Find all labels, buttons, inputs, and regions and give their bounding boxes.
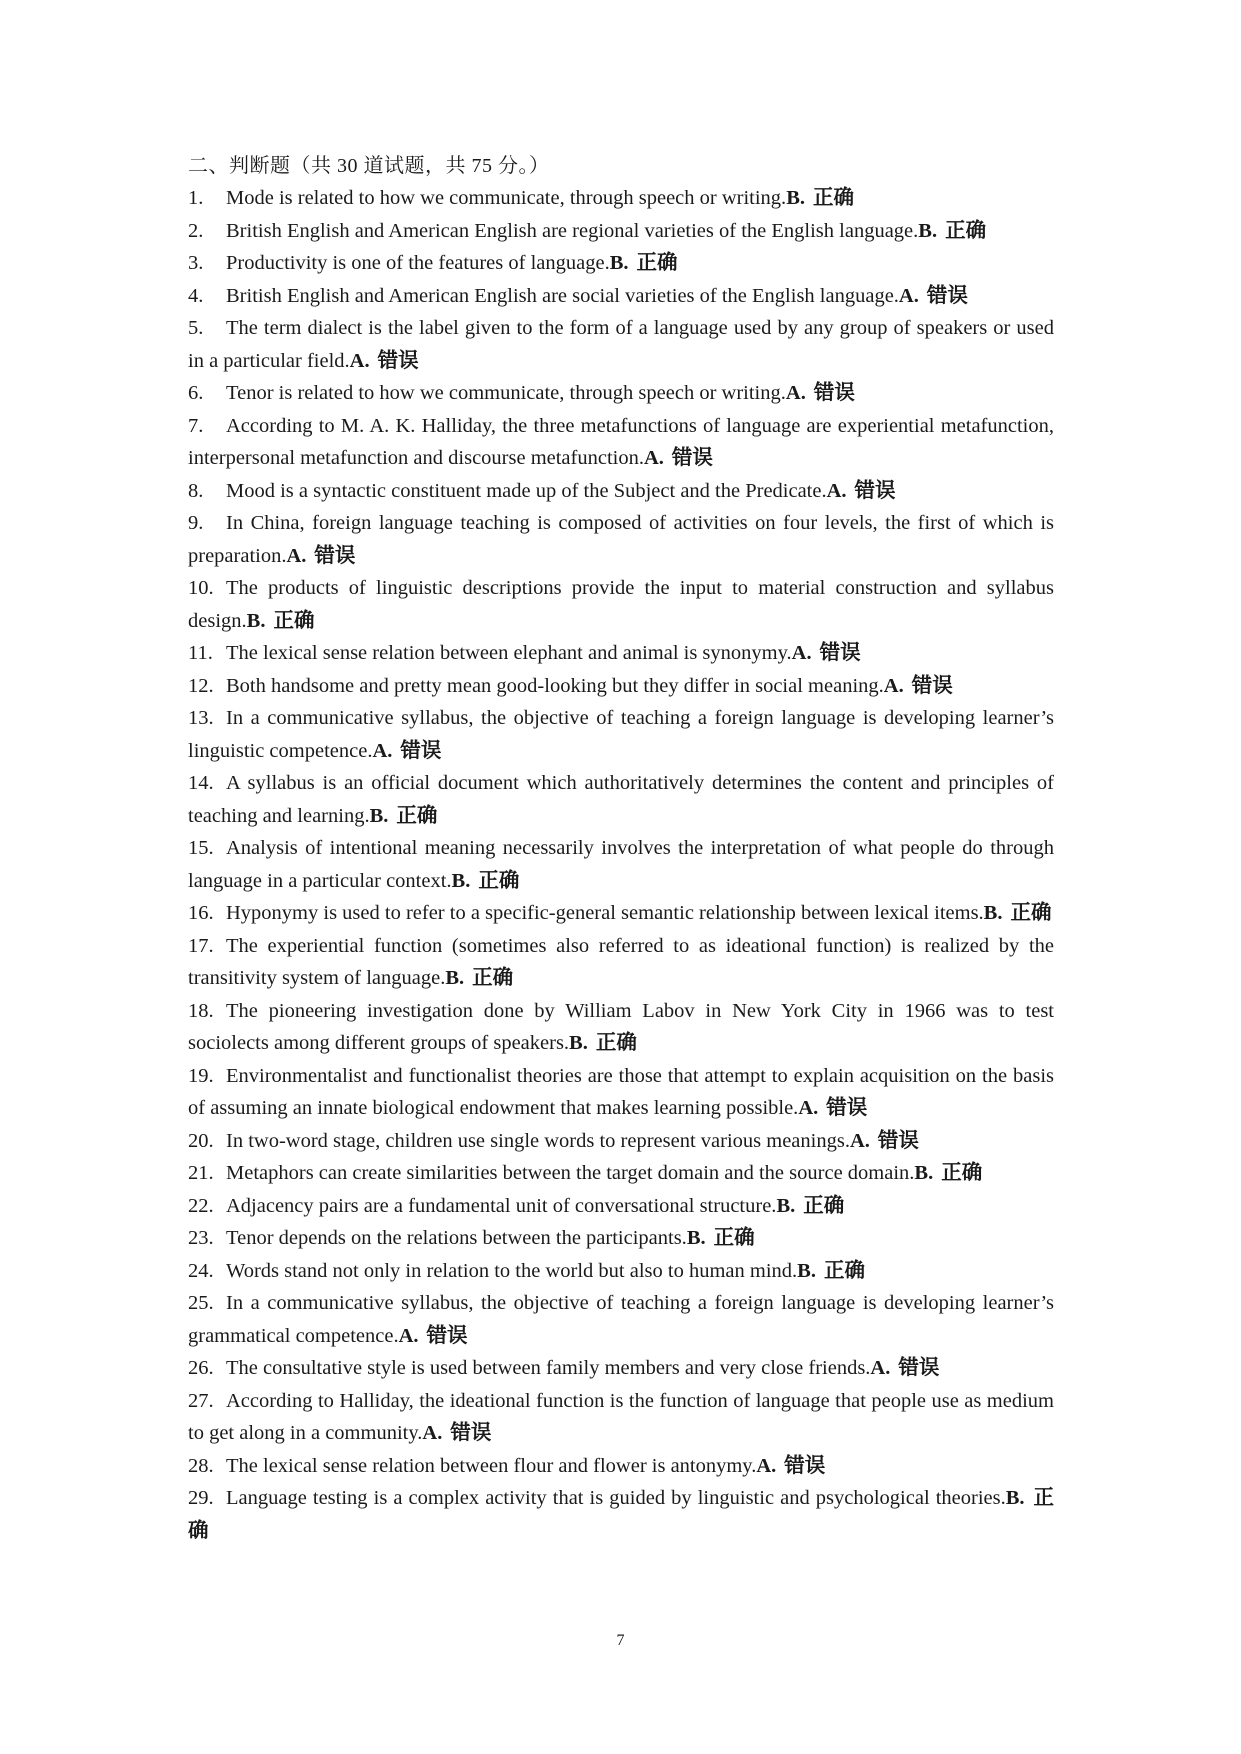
question-item: [188, 312, 1054, 377]
answer-key: [644, 447, 713, 469]
question-text: The pioneering investigation done by William Labov in New York City in 1966 was to test sociolects among different groups of speakers.: [188, 999, 1054, 1054]
question-number: 2.: [188, 219, 204, 242]
answer-key: [756, 1455, 825, 1477]
answer-text: 正确: [1010, 902, 1052, 924]
question-item: [188, 995, 1054, 1060]
question-item: [188, 1450, 1054, 1483]
question-item: [188, 1222, 1054, 1255]
question-text: The products of linguistic descriptions provide the input to material construction and syllabus design.: [188, 577, 1054, 632]
answer-letter: B.: [983, 902, 1003, 924]
question-item: [188, 832, 1054, 897]
question-item: [188, 1190, 1054, 1223]
question-number: 14.: [188, 772, 214, 794]
question-number: 19.: [188, 1064, 214, 1087]
question-text: Environmentalist and functionalist theories are those that attempt to explain acquisition on the basis of assuming an innate biological endowment that makes learning possible.: [188, 1064, 1054, 1119]
answer-letter: A.: [643, 447, 664, 469]
question-number: 20.: [188, 1129, 214, 1152]
question-text: The experiential function (sometimes also referred to as ideational function) is realized by the transitivity system of language.: [188, 934, 1054, 989]
answer-letter: B.: [569, 1032, 588, 1054]
question-number: 29.: [188, 1487, 214, 1509]
answer-text: 错误: [926, 284, 968, 307]
answer-key: [247, 610, 315, 632]
answer-key: [850, 1130, 919, 1152]
answer-key: [899, 285, 968, 307]
question-text: The consultative style is used between family members and very close friends.: [226, 1357, 871, 1379]
answer-key: [370, 805, 438, 827]
answer-letter: B.: [609, 252, 629, 274]
answer-letter: A.: [349, 349, 370, 372]
question-number: 5.: [188, 317, 204, 339]
question-number: 21.: [188, 1162, 214, 1184]
answer-text: 错误: [426, 1324, 468, 1347]
answer-letter: A.: [849, 1129, 870, 1152]
question-number: 10.: [188, 577, 214, 599]
answer-key: [798, 1097, 867, 1119]
answer-key: [452, 870, 520, 892]
answer-key: [786, 382, 855, 404]
answer-text: 正确: [636, 252, 678, 274]
answer-text: 正确: [472, 967, 514, 989]
answer-letter: B.: [914, 1162, 934, 1184]
question-item: [188, 475, 1054, 508]
question-number: 22.: [188, 1194, 214, 1217]
answer-letter: A.: [286, 544, 307, 567]
question-number: 13.: [188, 707, 214, 729]
answer-key: [445, 967, 513, 989]
question-number: 4.: [188, 284, 204, 307]
question-item: [188, 702, 1054, 767]
question-number: 7.: [188, 414, 204, 437]
question-number: 24.: [188, 1259, 214, 1282]
question-item: [188, 1352, 1054, 1385]
answer-key: [918, 220, 986, 242]
question-text: Tenor depends on the relations between the participants.: [226, 1227, 687, 1249]
question-text: A syllabus is an official document which authoritatively determines the content and principles of teaching and learning.: [188, 772, 1054, 827]
question-item: [188, 1482, 1054, 1547]
question-list: [188, 182, 1054, 1547]
question-text: Hyponymy is used to refer to a specific-general semantic relationship between lexical items.: [226, 902, 984, 924]
question-number: 6.: [188, 382, 204, 404]
question-text: Productivity is one of the features of language.: [226, 252, 610, 274]
answer-letter: B.: [445, 967, 465, 989]
question-item: [188, 1385, 1054, 1450]
question-item: [188, 897, 1054, 930]
answer-letter: A.: [372, 739, 393, 762]
answer-key: [776, 1195, 844, 1217]
question-item: [188, 1287, 1054, 1352]
answer-letter: A.: [826, 479, 847, 502]
answer-text: 错误: [314, 544, 356, 567]
document-page: [188, 150, 1054, 1547]
answer-key: [870, 1357, 939, 1379]
answer-text: 正确: [595, 1032, 637, 1054]
answer-text: 正确: [813, 187, 854, 209]
answer-text: 正确: [478, 869, 520, 892]
question-text: The lexical sense relation between elephant and animal is synonymy.: [226, 642, 792, 664]
question-text: Adjacency pairs are a fundamental unit of conversational structure.: [226, 1194, 777, 1217]
question-item: [188, 572, 1054, 637]
question-item: [188, 182, 1054, 215]
question-number: 1.: [188, 187, 204, 209]
answer-text: 错误: [877, 1129, 919, 1152]
question-item: [188, 377, 1054, 410]
question-item: [188, 637, 1054, 670]
question-number: 16.: [188, 902, 214, 924]
question-item: [188, 507, 1054, 572]
question-text: British English and American English are social varieties of the English language.: [226, 284, 899, 307]
question-number: 12.: [188, 674, 214, 697]
answer-text: 正确: [273, 609, 315, 632]
answer-letter: A.: [422, 1422, 443, 1444]
question-text: In a communicative syllabus, the objective of teaching a foreign language is developing learner’s linguistic competence.: [188, 707, 1054, 762]
question-text: In a communicative syllabus, the objective of teaching a foreign language is developing learner’s grammatical competence.: [188, 1292, 1054, 1347]
answer-key: [827, 480, 896, 502]
answer-letter: A.: [883, 674, 904, 697]
question-number: 18.: [188, 999, 214, 1022]
question-number: 8.: [188, 479, 204, 502]
answer-key: [884, 675, 953, 697]
answer-text: 正确: [188, 1487, 1054, 1542]
answer-text: 错误: [819, 642, 861, 664]
answer-key: [797, 1260, 865, 1282]
answer-text: 错误: [854, 479, 896, 502]
answer-key: [399, 1325, 468, 1347]
answer-letter: B.: [686, 1227, 706, 1249]
question-item: [188, 767, 1054, 832]
answer-key: [286, 545, 355, 567]
answer-key: [914, 1162, 982, 1184]
answer-text: 错误: [671, 447, 713, 469]
question-number: 28.: [188, 1454, 214, 1477]
question-text: In two-word stage, children use single words to represent various meanings.: [226, 1129, 850, 1152]
question-number: 15.: [188, 837, 214, 859]
question-number: 26.: [188, 1357, 214, 1379]
answer-key: [610, 252, 678, 274]
answer-letter: A.: [870, 1357, 891, 1379]
question-text: Words stand not only in relation to the world but also to human mind.: [226, 1259, 798, 1282]
answer-key: [984, 902, 1052, 924]
answer-letter: A.: [898, 284, 919, 307]
question-number: 27.: [188, 1389, 214, 1412]
question-number: 9.: [188, 512, 204, 534]
question-number: 23.: [188, 1227, 214, 1249]
question-text: Tenor is related to how we communicate, through speech or writing.: [226, 382, 786, 404]
answer-text: 错误: [377, 349, 419, 372]
answer-key: [792, 642, 861, 664]
question-item: [188, 1125, 1054, 1158]
question-text: British English and American English are regional varieties of the English language.: [226, 219, 919, 242]
question-number: 11.: [188, 642, 213, 664]
answer-letter: A.: [791, 642, 812, 664]
question-text: Metaphors can create similarities between the target domain and the source domain.: [226, 1162, 915, 1184]
answer-text: 正确: [803, 1194, 845, 1217]
answer-key: [569, 1032, 637, 1054]
question-text: In China, foreign language teaching is composed of activities on four levels, the first of which is preparation.: [188, 512, 1054, 567]
question-number: 25.: [188, 1292, 214, 1314]
question-item: [188, 1255, 1054, 1288]
answer-letter: A.: [756, 1454, 777, 1477]
answer-letter: B.: [246, 609, 266, 632]
answer-key: [786, 187, 854, 209]
question-item: [188, 670, 1054, 703]
question-item: [188, 930, 1054, 995]
question-item: [188, 247, 1054, 280]
answer-text: 正确: [823, 1259, 865, 1282]
question-text: Both handsome and pretty mean good-looking but they differ in social meaning.: [226, 674, 884, 697]
question-text: The lexical sense relation between flour and flower is antonymy.: [226, 1454, 757, 1477]
question-number: 3.: [188, 252, 204, 274]
answer-letter: A.: [398, 1324, 419, 1347]
answer-key: [350, 350, 419, 372]
question-text: Mode is related to how we communicate, through speech or writing.: [226, 187, 787, 209]
answer-letter: B.: [369, 804, 389, 827]
answer-text: 错误: [813, 382, 855, 404]
answer-letter: B.: [776, 1194, 796, 1217]
question-text: The term dialect is the label given to the form of a language used by any group of speakers or used in a particular field.: [188, 317, 1054, 372]
question-item: [188, 410, 1054, 475]
question-item: [188, 280, 1054, 313]
question-item: [188, 1060, 1054, 1125]
question-text: According to Halliday, the ideational function is the function of language that people use as medium to get along in a community.: [188, 1389, 1054, 1444]
answer-key: [422, 1422, 491, 1444]
question-item: [188, 215, 1054, 248]
answer-letter: A.: [798, 1097, 819, 1119]
question-number: 17.: [188, 934, 214, 957]
answer-letter: B.: [1005, 1487, 1025, 1509]
answer-text: 错误: [898, 1357, 940, 1379]
question-text: Analysis of intentional meaning necessarily involves the interpretation of what people do through language in a particular context.: [188, 837, 1054, 892]
answer-text: 错误: [911, 674, 953, 697]
answer-text: 正确: [941, 1162, 983, 1184]
answer-letter: B.: [451, 869, 471, 892]
question-text: Language testing is a complex activity that is guided by linguistic and psychological theories.: [226, 1487, 1006, 1509]
answer-key: [687, 1227, 755, 1249]
answer-letter: B.: [797, 1259, 816, 1282]
answer-key: [372, 740, 441, 762]
answer-text: 错误: [450, 1422, 492, 1444]
question-text: According to M. A. K. Halliday, the three metafunctions of language are experiential metafunction, interpersonal metafunction and discourse metafunction.: [188, 414, 1054, 469]
answer-text: 错误: [784, 1454, 826, 1477]
answer-letter: B.: [786, 187, 805, 209]
answer-text: 错误: [826, 1097, 868, 1119]
page-number: 7: [616, 1632, 625, 1649]
answer-letter: B.: [918, 219, 938, 242]
answer-text: 正确: [396, 804, 438, 827]
answer-letter: A.: [785, 382, 806, 404]
answer-text: 正确: [945, 219, 987, 242]
question-text: Mood is a syntactic constituent made up of the Subject and the Predicate.: [226, 479, 827, 502]
section-heading: 二、判断题（共 30 道试题，共 75 分。）: [188, 155, 550, 177]
answer-text: 正确: [713, 1227, 755, 1249]
answer-text: 错误: [400, 739, 442, 762]
question-item: [188, 1157, 1054, 1190]
